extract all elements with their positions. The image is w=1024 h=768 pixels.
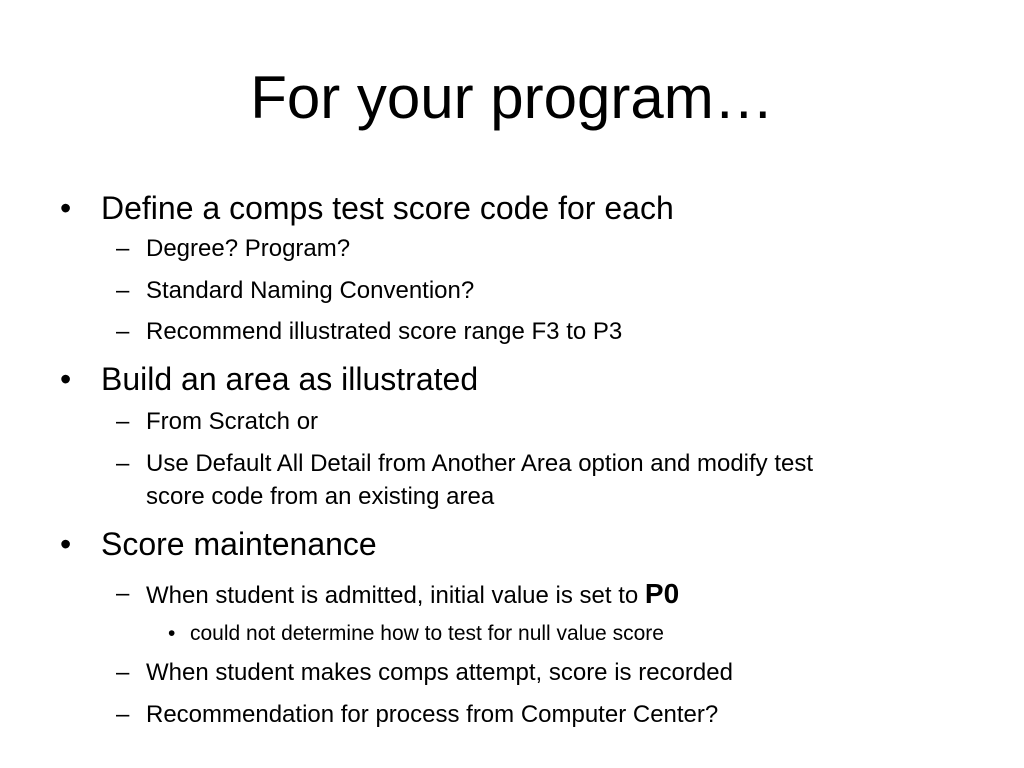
dash-marker: – — [116, 277, 130, 304]
sub-bullet-from-scratch — [116, 406, 319, 438]
sub-bullet-degree-program — [116, 233, 351, 265]
slide-title: For your program… — [250, 64, 774, 131]
dash-marker: – — [116, 408, 130, 435]
sub-bullet-text: score code from an existing area — [146, 483, 495, 510]
dash-marker: – — [116, 235, 130, 262]
dash-marker: – — [116, 580, 130, 607]
dash-marker: – — [116, 318, 130, 345]
sub-bullet-score-range — [116, 316, 623, 348]
bullet-define-score-code — [60, 189, 674, 227]
dash-marker: – — [116, 450, 130, 477]
sub-bullet-text: When student makes comps attempt, score is recorded — [146, 659, 733, 686]
sub-bullet-text: When student is admitted, initial value is set to — [146, 582, 645, 609]
dash-marker: – — [116, 701, 130, 728]
sub-bullet-use-default-continuation — [146, 481, 494, 513]
sub-bullet-text: Degree? Program? — [146, 235, 351, 262]
sub-sub-bullet-text: could not determine how to test for null value score — [190, 622, 664, 645]
bullet-text: Score maintenance — [101, 526, 377, 562]
sub-bullet-comps-attempt — [116, 657, 733, 689]
bullet-text: Define a comps test score code for each — [101, 190, 674, 226]
sub-bullet-text: Recommendation for process from Computer Center? — [146, 701, 719, 728]
sub-bullet-text: Use Default All Detail from Another Area option and modify test — [146, 450, 814, 477]
bullet-marker: • — [60, 190, 72, 226]
bullet-marker: • — [60, 526, 72, 562]
bullet-marker: • — [60, 361, 72, 397]
sub-bullet-text: Standard Naming Convention? — [146, 277, 475, 304]
sub-sub-bullet-null-value — [168, 620, 664, 648]
sub-bullet-text: Recommend illustrated score range F3 to P3 — [146, 318, 623, 345]
bullet-marker: • — [168, 622, 176, 645]
bullet-build-area — [60, 360, 479, 398]
bullet-text: Build an area as illustrated — [101, 361, 479, 397]
sub-bullet-text: From Scratch or — [146, 408, 319, 435]
sub-bullet-admitted-initial-value — [116, 578, 680, 612]
sub-bullet-naming-convention — [116, 275, 475, 307]
dash-marker: – — [116, 659, 130, 686]
bullet-score-maintenance — [60, 525, 377, 563]
initial-value-emphasis: P0 — [644, 578, 680, 609]
sub-bullet-recommendation — [116, 699, 719, 731]
sub-bullet-use-default — [116, 448, 814, 480]
